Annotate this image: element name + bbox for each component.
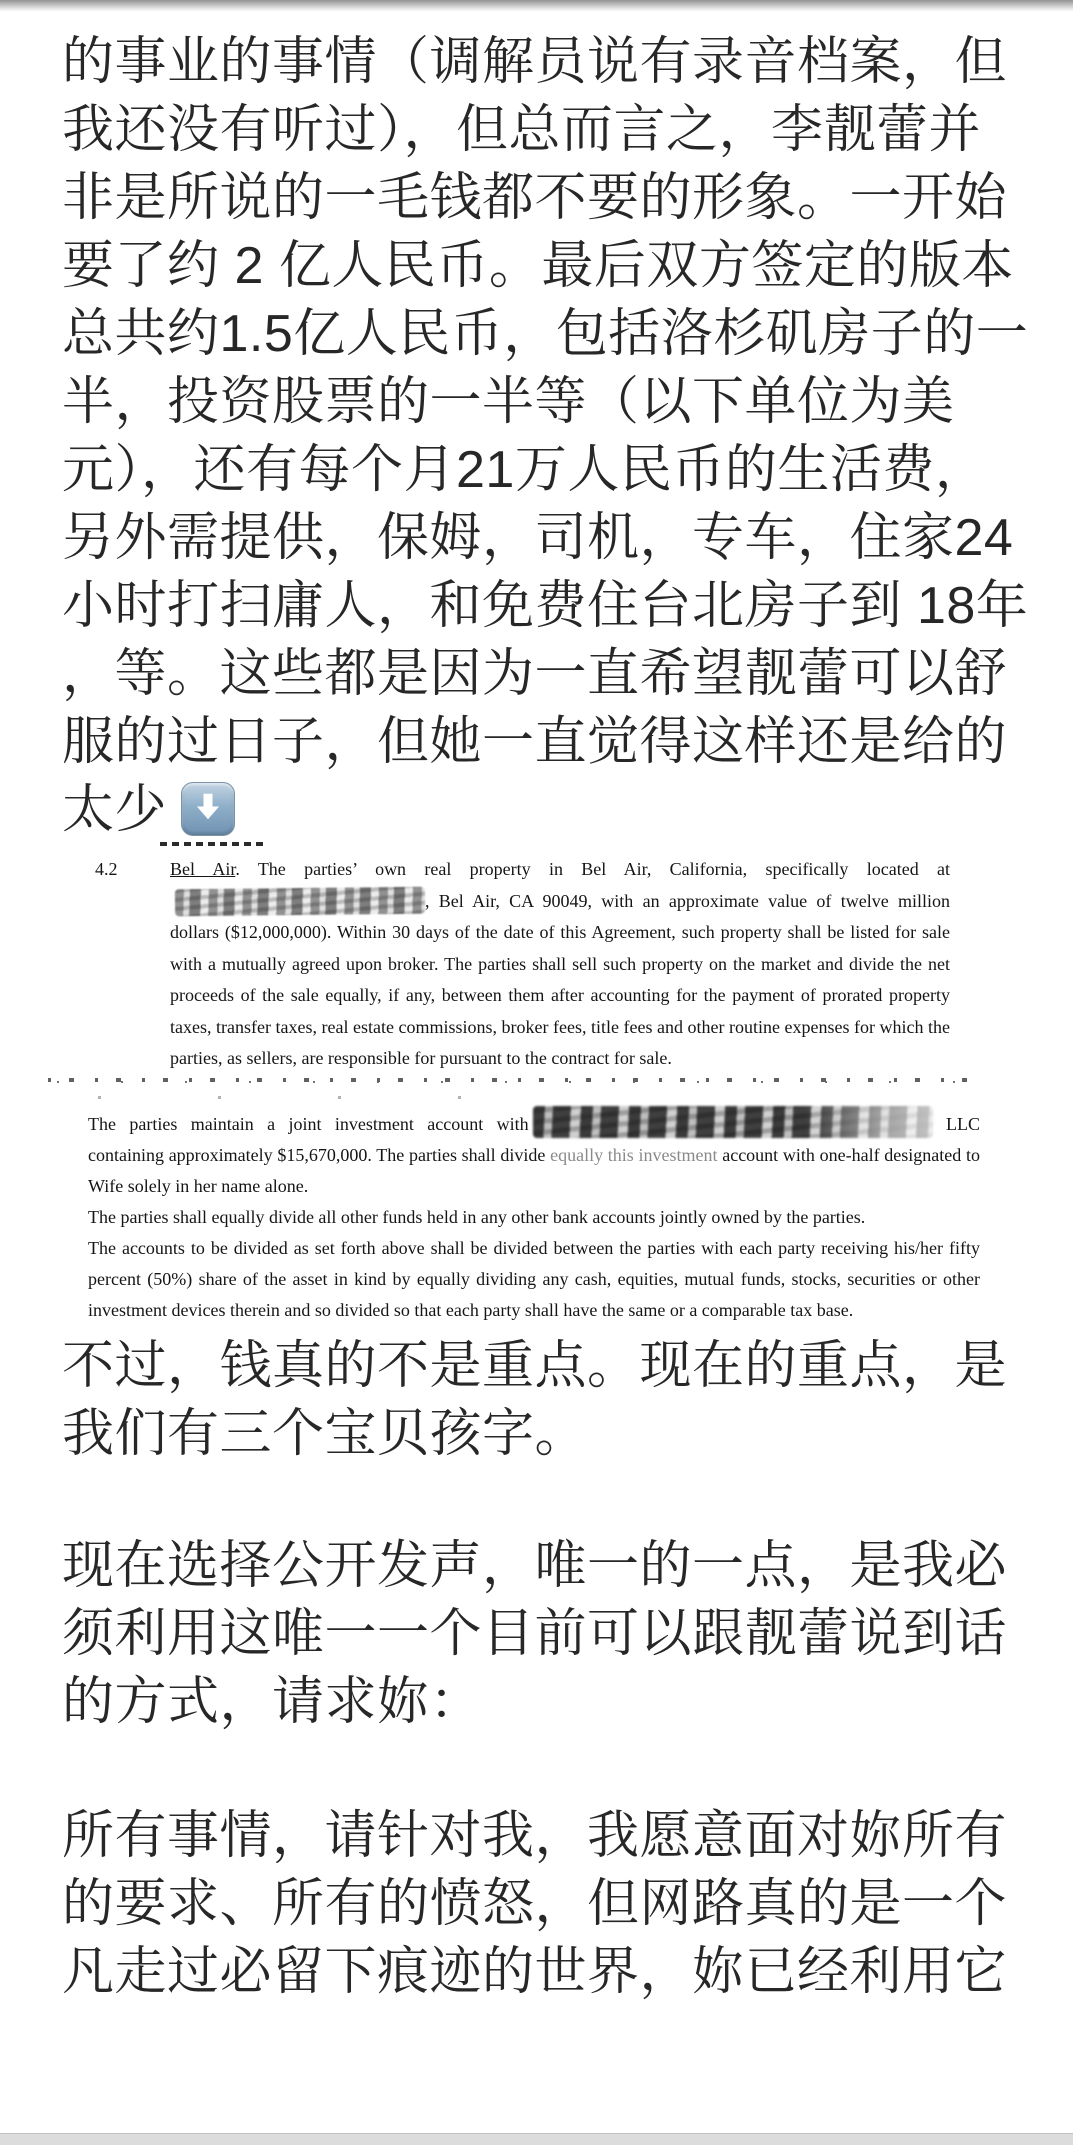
investment-paragraph-division — [88, 1108, 980, 1202]
post-text-line: 所有事情，请针对我，我愿意面对妳所有 — [62, 1806, 1008, 1865]
top-fade-bar — [0, 0, 1073, 12]
redaction-scribble-firm-name — [533, 1106, 933, 1138]
investment-text-before-redaction: The parties maintain a joint investment account with — [88, 1113, 529, 1134]
post-text-line: 要了约 2 亿人民币。最后双方签定的版本 — [62, 237, 1014, 295]
investment-paragraph-other-funds: The parties shall equally divide all other funds held in any other bank accounts jointly owned by the parties. — [88, 1206, 866, 1227]
post-text-line: 小时打扫庸人，和免费住台北房子到 18年 — [62, 577, 1029, 635]
post-text-line: 不过，钱真的不是重点。现在的重点，是 — [62, 1336, 1008, 1395]
clause-text-after-redaction: , Bel Air, CA 90049, with an approximate value of twelve million dollars ($12,000,000). Within 30 days of the date of this Agreement, such property shall be listed for sale with a mutually agreed upon broker. The parties shall sell such property on the market and divide the net proceeds of the sale equally, if any, between them after accounting for the payment of prorated property taxes, transfer taxes, real estate commissions, broker fees, title fees and other routine expenses for which the parties, as sellers, are responsible for pursuant to the contract for sale. — [170, 890, 950, 1068]
investment-paragraph-tax-base: The accounts to be divided as set forth above shall be divided between the parties with each party receiving his/her fifty percent (50%) share of the asset in kind by equally dividing any cash, equities, mutual funds, stocks, securities or other investment devices therein and so divided so that each party shall have the same or a comparable tax base. — [88, 1237, 980, 1320]
post-paragraph-settlement — [0, 12, 1073, 844]
post-text-line: 另外需提供，保姆，司机，专车，住家24 — [62, 509, 1014, 567]
post-text-line: 非是所说的一毛钱都不要的形象。一开始 — [62, 169, 1008, 227]
post-text-line: 我们有三个宝贝孩字。 — [62, 1404, 588, 1463]
post-text-line: 半，投资股票的一半等（以下单位为美 — [62, 373, 955, 431]
post-text-line: 凡走过必留下痕迹的世界，妳已经利用它 — [62, 1942, 1008, 2001]
post-text-line: ，等。这些都是因为一直希望靓蕾可以舒 — [62, 645, 1008, 703]
post-paragraph-children — [0, 1332, 1073, 1468]
post-text-line: 须利用这唯一一个目前可以跟靓蕾说到话 — [62, 1604, 1008, 1663]
post-text-line: 服的过日子，但她一直觉得这样还是给的 — [62, 713, 1008, 771]
down-arrow-icon — [190, 790, 226, 826]
post-body — [0, 12, 1073, 2006]
post-text-line — [62, 776, 1023, 844]
clause-heading: Bel Air — [170, 859, 236, 879]
cut-off-text-remnant-line — [48, 1078, 988, 1084]
post-text-fragment: 太少 — [62, 781, 168, 839]
cut-off-text-remnant-specks — [98, 1096, 538, 1099]
post-text-line: 的事业的事情（调解员说有录音档案，但 — [62, 33, 1008, 91]
clause-body — [170, 854, 950, 1075]
investment-text-tail: account with one-half designated to Wife solely in her name alone. — [88, 1144, 980, 1196]
post-text-line: 我还没有听过），但总而言之，李靓蕾并 — [62, 101, 982, 159]
clause-number: 4.2 — [95, 859, 118, 879]
agreement-screenshot-bel-air — [95, 854, 955, 1075]
post-paragraph-public-appeal — [0, 1532, 1073, 1736]
post-text-line: 总共约1.5亿人民币，包括洛杉矶房子的一 — [62, 305, 1029, 363]
clause-text-before-redaction: . The parties’ own real property in Bel Air, California, specifically located at — [235, 859, 950, 879]
agreement-screenshot-investment-account — [88, 1096, 980, 1326]
post-paragraph-request — [0, 1802, 1073, 2006]
bottom-bar — [0, 2133, 1073, 2145]
investment-text-after-redaction: LLC containing approximately $15,670,000. The parties shall divide — [88, 1113, 980, 1165]
investment-faded-words: equally this investment — [550, 1144, 718, 1165]
post-text-line: 元），还有每个月21万人民币的生活费， — [62, 441, 988, 499]
post-text-line: 的方式，请求妳： — [62, 1672, 483, 1731]
post-text-line: 的要求、所有的愤怒，但网路真的是一个 — [62, 1874, 1008, 1933]
down-arrow-emoji — [181, 782, 235, 836]
post-text-line: 现在选择公开发声，唯一的一点，是我必 — [62, 1536, 1008, 1595]
redaction-scribble-address — [175, 886, 425, 916]
